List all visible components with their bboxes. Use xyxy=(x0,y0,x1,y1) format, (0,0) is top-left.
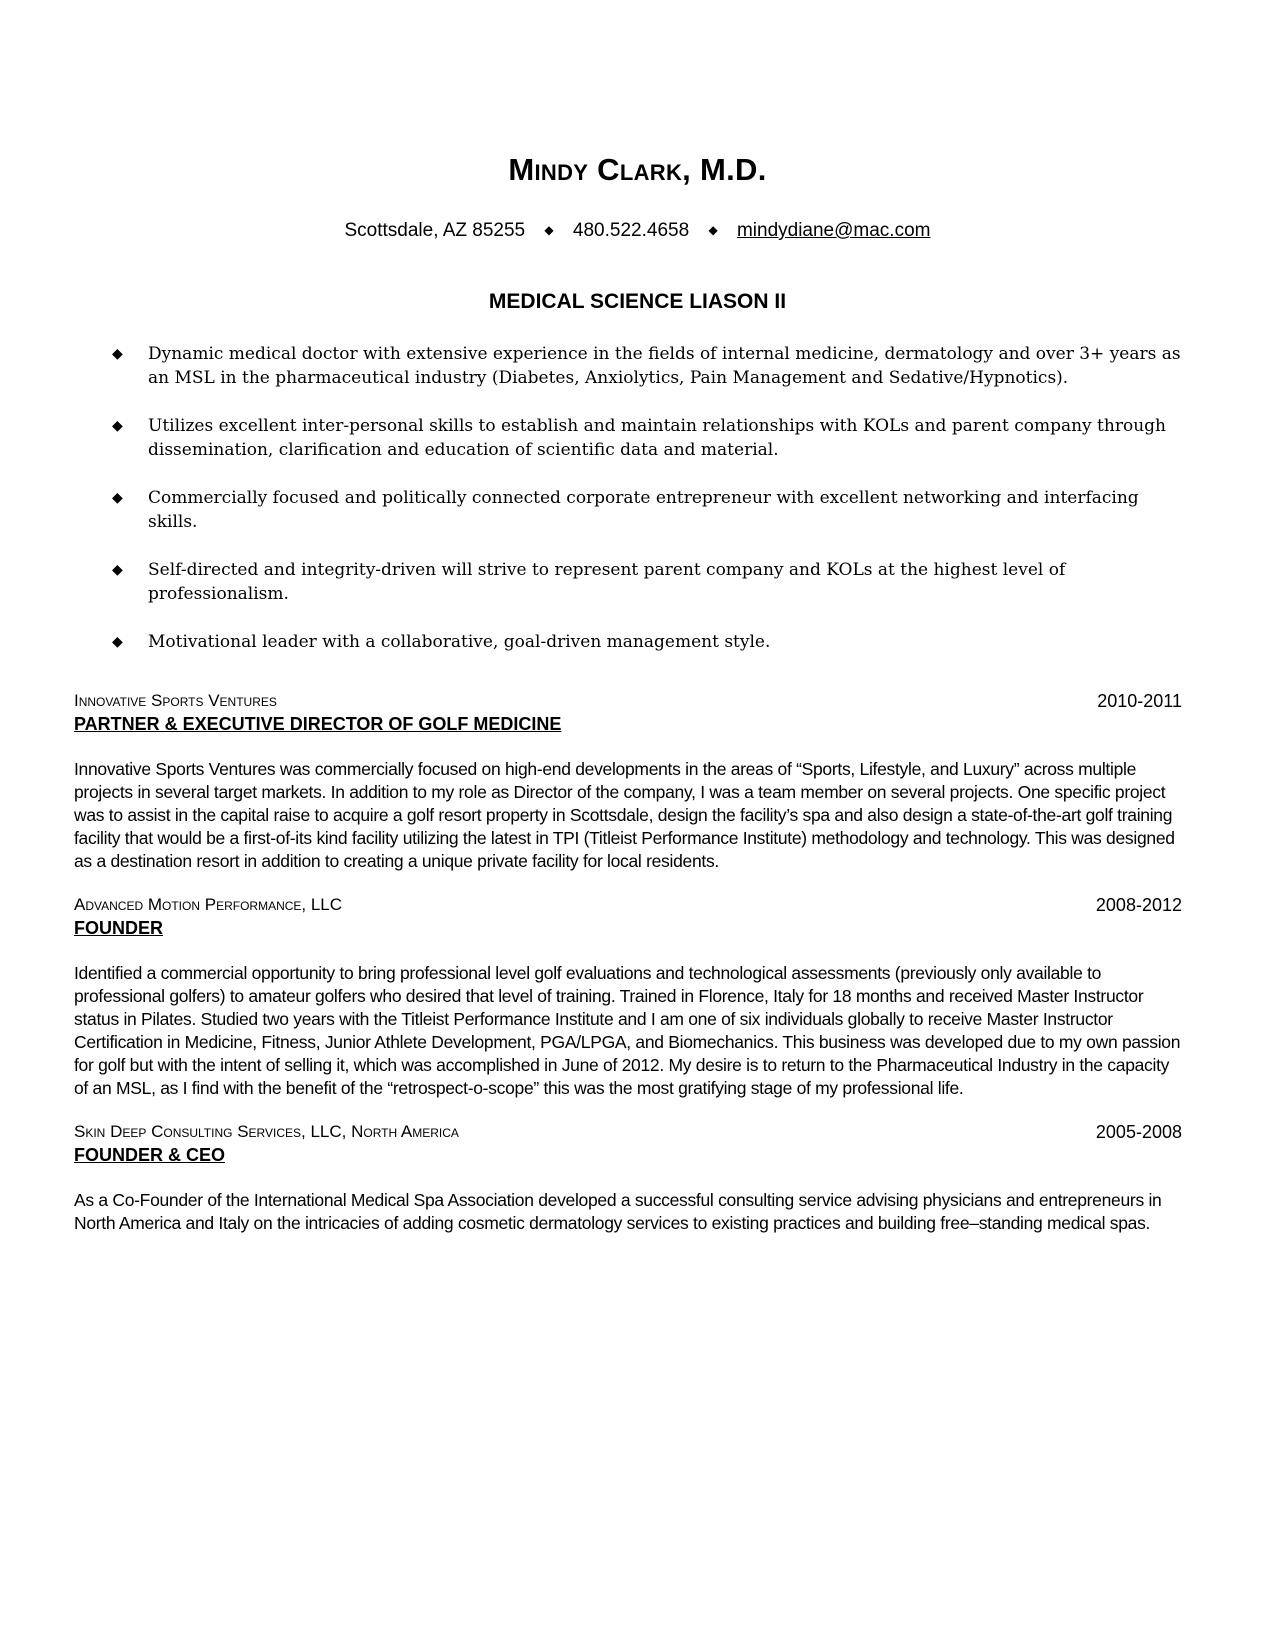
company-name: Skin Deep Consulting Services, LLC, North America xyxy=(74,1122,459,1141)
phone: 480.522.4658 xyxy=(572,220,690,241)
contact-line xyxy=(0,220,1275,242)
job-role: FOUNDER xyxy=(74,918,163,938)
experience-entry xyxy=(74,1121,1182,1235)
summary-text: Utilizes excellent inter-personal skills to establish and maintain relationships with KOLs and parent company through dissemination, clarification and education of scientific data and material. xyxy=(148,416,1166,460)
candidate-name: Mindy Clark, M.D. xyxy=(508,152,767,187)
experience-entry xyxy=(74,894,1182,1100)
diamond-bullet-icon: ◆ xyxy=(112,418,123,434)
summary-item xyxy=(112,414,1182,462)
job-role: FOUNDER & CEO xyxy=(74,1145,226,1165)
diamond-bullet-icon: ◆ xyxy=(112,490,123,506)
company-name: Innovative Sports Ventures xyxy=(74,691,277,710)
summary-item xyxy=(112,630,1182,654)
summary-list xyxy=(112,342,1182,678)
employment-dates: 2010-2011 xyxy=(1097,691,1182,711)
summary-text: Commercially focused and politically connected corporate entrepreneur with excellent networking and interfacing skills. xyxy=(148,488,1139,532)
summary-text: Motivational leader with a collaborative, goal-driven management style. xyxy=(148,632,771,652)
employment-dates: 2008-2012 xyxy=(1095,895,1182,915)
summary-text: Dynamic medical doctor with extensive experience in the fields of internal medicine, dermatology and over 3+ years as an MSL in the pharmaceutical industry (Diabetes, Anxiolytics, Pain Management and Sedative/Hypnotics). xyxy=(148,344,1181,388)
summary-text: Self-directed and integrity-driven will strive to represent parent company and KOLs at the highest level of professionalism. xyxy=(148,560,1066,604)
summary-item xyxy=(112,558,1182,606)
employment-dates: 2005-2008 xyxy=(1095,1122,1182,1142)
diamond-bullet-icon: ◆ xyxy=(112,562,123,578)
company-name: Advanced Motion Performance, LLC xyxy=(74,895,343,914)
job-description: Identified a commercial opportunity to bring professional level golf evaluations and technological assessments (previously only available to professional golfers) to amateur golfers who desired that level of training. Trained in Florence, Italy for 18 months and received Master Instructor status in Pilates. Studied two years with the Titleist Performance Institute and I am one of six individuals globally to receive Master Instructor Certification in Medicine, Fitness, Junior Athlete Development, PGA/LPGA, and Biomechanics. This business was developed due to my own passion for golf but with the intent of selling it, which was accomplished in June of 2012. My desire is to return to the Pharmaceutical Industry in the capacity of an MSL, as I find with the benefit of the “retrospect-o-scope” this was the most gratifying stage of my professional life. xyxy=(74,963,1181,1098)
experience-entry xyxy=(74,690,1182,873)
summary-item xyxy=(112,342,1182,390)
summary-item xyxy=(112,486,1182,534)
job-description: As a Co-Founder of the International Medical Spa Association developed a successful consulting service advising physicians and entrepreneurs in North America and Italy on the intricacies of adding cosmetic dermatology services to existing practices and building free–standing medical spas. xyxy=(74,1190,1162,1233)
separator-diamond-icon: ◆ xyxy=(544,223,554,237)
separator-diamond-icon: ◆ xyxy=(708,223,718,237)
location: Scottsdale, AZ 85255 xyxy=(344,220,526,241)
job-description: Innovative Sports Ventures was commercially focused on high-end developments in the areas of “Sports, Lifestyle, and Luxury” across multiple projects in several target markets. In addition to my role as Director of the company, I was a team member on several projects. One specific project was to assist in the capital raise to acquire a golf resort property in Scottsdale, design the facility’s spa and also design a state-of-the-art golf training facility that would be a first-of-its kind facility utilizing the latest in TPI (Titleist Performance Institute) methodology and technology. This was designed as a destination resort in addition to creating a unique private facility for local residents. xyxy=(74,759,1175,871)
job-role: PARTNER & EXECUTIVE DIRECTOR OF GOLF MEDICINE xyxy=(74,714,562,734)
diamond-bullet-icon: ◆ xyxy=(112,634,123,650)
email-link[interactable]: mindydiane@mac.com xyxy=(736,220,931,241)
diamond-bullet-icon: ◆ xyxy=(112,346,123,362)
job-target-headline: MEDICAL SCIENCE LIASON II xyxy=(488,290,787,313)
